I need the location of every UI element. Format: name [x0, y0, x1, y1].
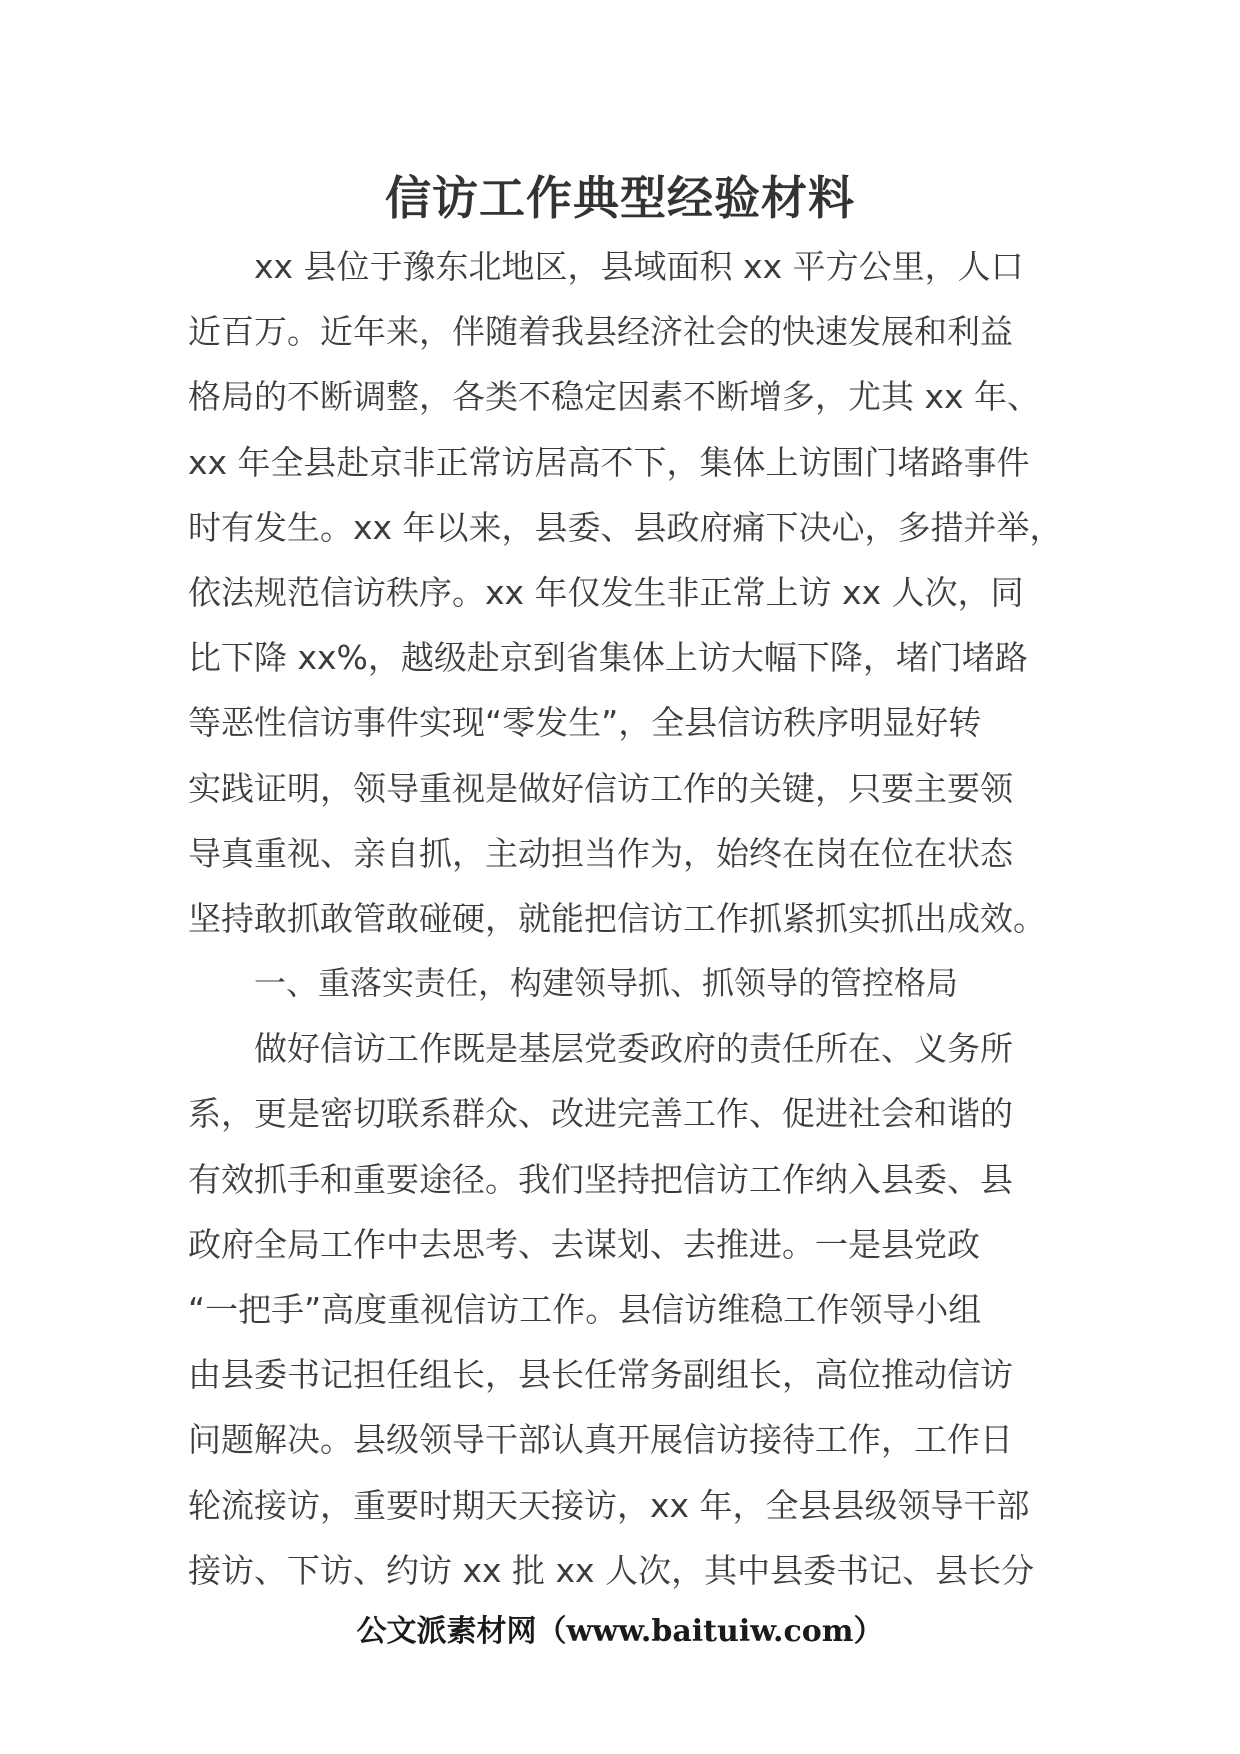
text-line: 问题解决。县级领导干部认真开展信访接待工作，工作日: [188, 1420, 1013, 1460]
text-line: xx 年全县赴京非正常访居高不下，集体上访围门堵路事件: [188, 442, 1030, 482]
text-line: 时有发生。xx 年以来，县委、县政府痛下决心，多措并举，: [188, 507, 1063, 547]
text-line: 轮流接访，重要时期天天接访，xx 年，全县县级领导干部: [188, 1485, 1030, 1525]
text-line: 等恶性信访事件实现“零发生”，全县信访秩序明显好转: [188, 703, 982, 743]
text-line: 实践证明，领导重视是做好信访工作的关键，只要主要领: [188, 768, 1013, 808]
section-heading: 一、重落实责任，构建领导抓、抓领导的管控格局: [254, 964, 959, 1003]
text-line: 有效抓手和重要途径。我们坚持把信访工作纳入县委、县: [188, 1159, 1013, 1199]
document-body: [188, 234, 1088, 1603]
text-line: 坚持敢抓敢管敢碰硬，就能把信访工作抓紧抓实抓出成效。: [188, 898, 1046, 938]
text-line: “一把手”高度重视信访工作。县信访维稳工作领导小组: [188, 1290, 982, 1329]
text-line: 接访、下访、约访 xx 批 xx 人次，其中县委书记、县长分: [188, 1550, 1035, 1590]
text-line: 系，更是密切联系群众、改进完善工作、促进社会和谐的: [188, 1094, 1013, 1134]
text-line: 政府全局工作中去思考、去谋划、去推进。一是县党政: [188, 1224, 980, 1264]
text-line: 依法规范信访秩序。xx 年仅发生非正常上访 xx 人次，同: [188, 572, 1024, 612]
text-line: 导真重视、亲自抓，主动担当作为，始终在岗在位在状态: [188, 833, 1013, 873]
text-line: 做好信访工作既是基层党委政府的责任所在、义务所: [254, 1029, 1013, 1069]
text-line: xx 县位于豫东北地区，县域面积 xx 平方公里，人口: [254, 247, 1024, 286]
text-line: 由县委书记担任组长，县长任常务副组长，高位推动信访: [188, 1355, 1013, 1395]
text-line: 近百万。近年来，伴随着我县经济社会的快速发展和利益: [188, 312, 1013, 352]
document-title: 信访工作典型经验材料: [385, 171, 855, 225]
text-line: 格局的不断调整，各类不稳定因素不断增多，尤其 xx 年、: [188, 377, 1041, 417]
text-line: 比下降 xx%，越级赴京到省集体上访大幅下降，堵门堵路: [188, 638, 1028, 678]
footer-source: 公文派素材网（www.baituiw.com）: [356, 1614, 884, 1649]
